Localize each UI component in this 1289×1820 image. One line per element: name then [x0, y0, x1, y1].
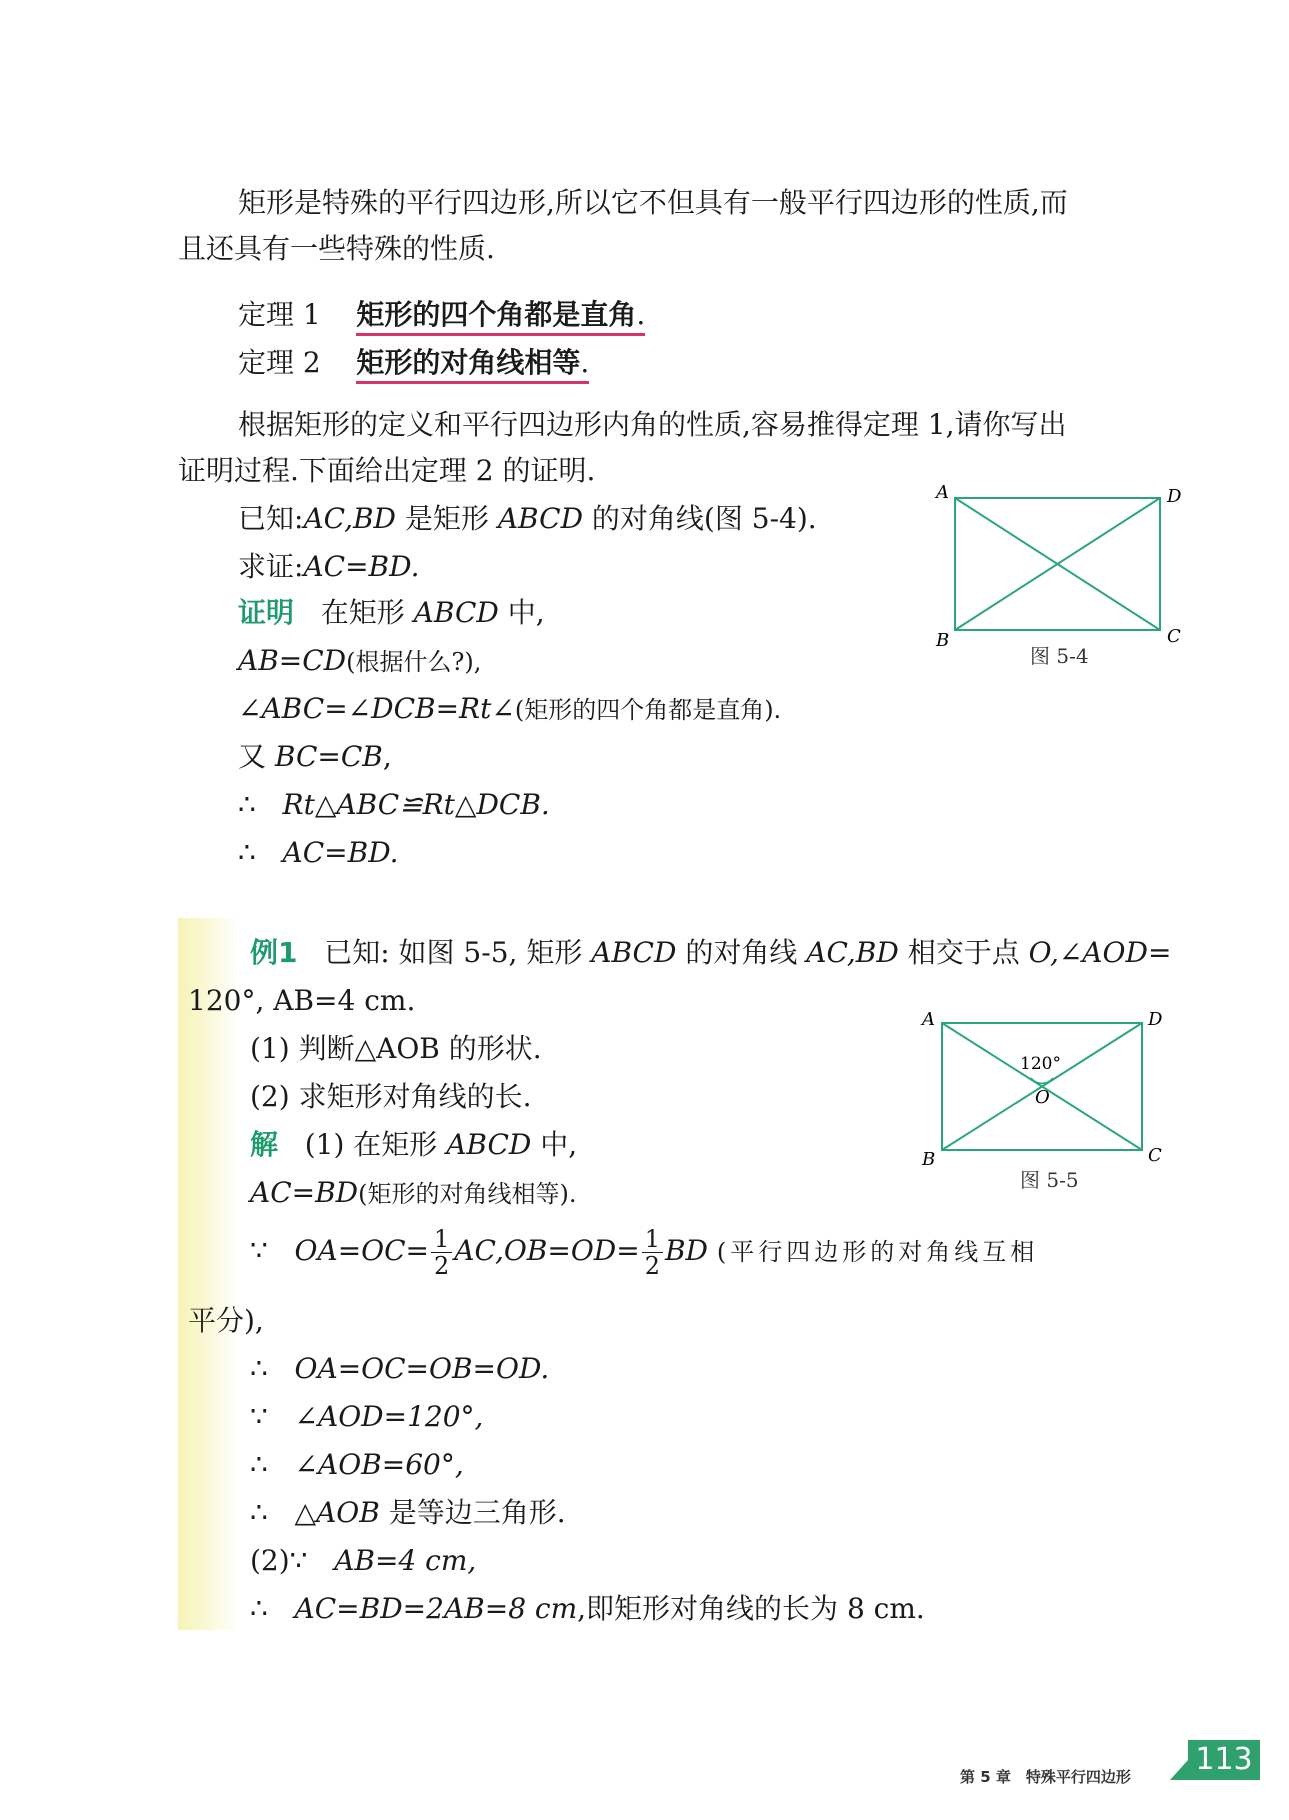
angle-label: 120°	[1020, 1054, 1061, 1074]
vertex-d-label-2: D	[1148, 1009, 1163, 1030]
proof-step-3: ∠ABC=∠DCB=Rt∠(矩形的四个角都是直角).	[238, 692, 782, 725]
vertex-c-label-2: C	[1148, 1145, 1162, 1166]
example-highlight-bar	[178, 918, 238, 1630]
example-line-1: 例1 已知: 如图 5-5, 矩形 ABCD 的对角线 AC,BD 相交于点 O,∠AOD=	[250, 936, 1172, 969]
proof-step-5: ∴ Rt△ABC≌Rt△DCB.	[238, 788, 550, 821]
solution-step-6: ∵ ∠AOD=120°,	[250, 1400, 484, 1433]
example-line-2: 120°, AB=4 cm.	[188, 984, 416, 1017]
proof-step-2: AB=CD(根据什么?),	[238, 644, 482, 677]
vertex-b-label: B	[936, 630, 950, 651]
vertex-d-label: D	[1167, 486, 1182, 507]
prove-statement: 求证:AC=BD.	[238, 550, 420, 583]
proof-step-1: 证明 在矩形 ABCD 中,	[238, 596, 545, 629]
solution-step-10: ∴ AC=BD=2AB=8 cm,即矩形对角线的长为 8 cm.	[250, 1592, 925, 1625]
theorem-2-text: 矩形的对角线相等	[356, 346, 581, 379]
vertex-b-label-2: B	[922, 1149, 936, 1170]
proof-step-6: ∴ AC=BD.	[238, 836, 399, 869]
example-question-1: (1) 判断△AOB 的形状.	[250, 1032, 542, 1065]
figure-5-5	[920, 1005, 1180, 1180]
figure-5-4-caption: 图 5-4	[1030, 644, 1089, 668]
solution-step-8: ∴ △AOB 是等边三角形.	[250, 1496, 566, 1529]
solution-step-2: AC=BD(矩形的对角线相等).	[250, 1176, 577, 1209]
page-number: 113	[1188, 1740, 1260, 1780]
figure-5-5-caption: 图 5-5	[1020, 1168, 1079, 1192]
point-o-label: O	[1035, 1087, 1050, 1108]
theorem-2-label: 定理 2	[238, 346, 321, 379]
proof-step-4: 又 BC=CB,	[238, 740, 392, 773]
solution-step-3: ∵ OA=OC= $\frac{1}{2}$ AC,OB=OD= $\frac{1}{2}$ BD (平行四边形的对角线互相	[250, 1225, 1039, 1280]
chapter-label: 第 5 章 特殊平行四边形	[960, 1768, 1131, 1786]
example-label: 例1	[250, 936, 298, 969]
theorem-2: 定理 2 矩形的对角线相等.	[238, 340, 589, 386]
solution-step-4: 平分),	[188, 1304, 264, 1337]
vertex-a-label: A	[936, 482, 949, 503]
vertex-a-label-2: A	[922, 1009, 935, 1030]
solution-step-7: ∴ ∠AOB=60°,	[250, 1448, 464, 1481]
intro-line-1: 矩形是特殊的平行四边形,所以它不但具有一般平行四边形的性质,而	[238, 186, 1068, 219]
vertex-c-label: C	[1167, 626, 1181, 647]
proof-label: 证明	[238, 596, 295, 629]
example-question-2: (2) 求矩形对角线的长.	[250, 1080, 532, 1113]
intro-line-2: 且还具有一些特殊的性质.	[178, 232, 495, 265]
proof-intro-line-2: 证明过程.下面给出定理 2 的证明.	[178, 454, 596, 487]
proof-intro-line-1: 根据矩形的定义和平行四边形内角的性质,容易推得定理 1,请你写出	[238, 408, 1067, 441]
solution-step-5: ∴ OA=OC=OB=OD.	[250, 1352, 550, 1385]
fraction-one-half-b: $\frac{1}{2}$	[642, 1226, 663, 1279]
given-statement: 已知:AC,BD 是矩形 ABCD 的对角线(图 5-4).	[238, 502, 817, 535]
fraction-one-half-a: $\frac{1}{2}$	[431, 1226, 452, 1279]
theorem-1: 定理 1 矩形的四个角都是直角.	[238, 292, 645, 338]
theorem-1-text: 矩形的四个角都是直角	[356, 298, 637, 331]
solution-step-9: (2)∵ AB=4 cm,	[250, 1544, 477, 1577]
theorem-1-label: 定理 1	[238, 298, 321, 331]
solution-step-1: 解 (1) 在矩形 ABCD 中,	[250, 1128, 578, 1161]
solution-label: 解	[250, 1128, 279, 1161]
page-tab-decoration	[1170, 1760, 1188, 1780]
